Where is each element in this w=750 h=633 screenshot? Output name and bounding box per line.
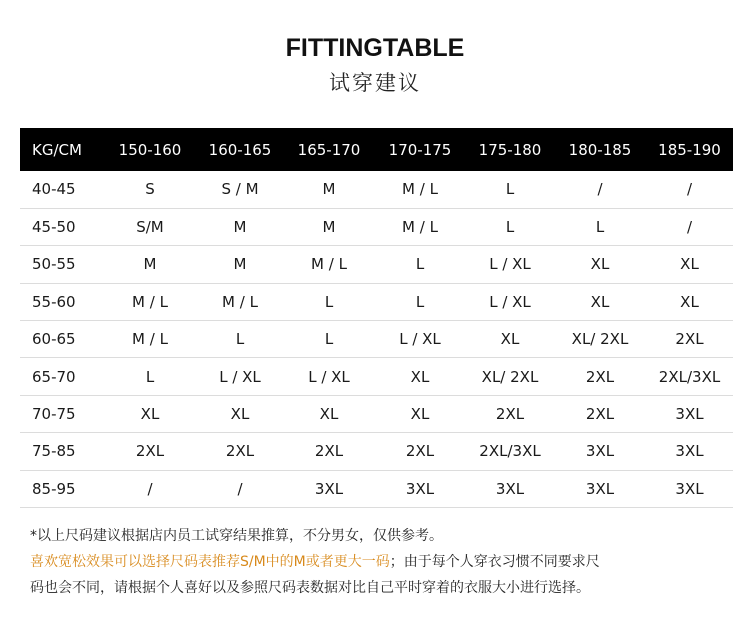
header-cell-height-range: 185-190	[658, 140, 721, 159]
weight-range-cell: 50-55	[32, 255, 76, 274]
weight-range-cell: 60-65	[32, 330, 76, 349]
size-cell: S/M	[136, 218, 164, 237]
size-cell: M / L	[132, 292, 168, 311]
size-cell: XL	[140, 405, 160, 424]
size-cell: 3XL	[675, 442, 704, 461]
note-highlight: 喜欢宽松效果可以选择尺码表推荐S/M中的M或者更大一码	[30, 554, 390, 570]
size-cell: XL/ 2XL	[571, 330, 629, 349]
header-cell-height-range: 150-160	[118, 140, 182, 159]
size-cell: XL	[230, 405, 250, 424]
size-cell: XL	[590, 292, 610, 311]
size-cell: M	[233, 218, 247, 237]
header-cell-height-range: 165-170	[297, 140, 361, 159]
size-cell: 2XL	[495, 405, 525, 424]
table-row	[20, 321, 733, 358]
table-row	[20, 208, 733, 245]
header-cell-height-range: 180-185	[568, 140, 632, 159]
table-row	[20, 358, 733, 395]
size-cell: /	[686, 180, 693, 199]
table-row	[20, 283, 733, 320]
size-cell: M / L	[402, 180, 438, 199]
size-cell: L	[145, 367, 155, 386]
size-cell: M / L	[311, 255, 347, 274]
size-cell: L / XL	[308, 367, 350, 386]
size-cell: L	[324, 292, 334, 311]
size-cell: /	[597, 180, 603, 199]
size-cell: 3XL	[495, 479, 525, 498]
size-cell: L / XL	[399, 330, 441, 349]
size-cell: S	[145, 180, 155, 199]
size-cell: XL	[680, 292, 699, 311]
size-cell: 2XL/3XL	[479, 442, 541, 461]
weight-range-cell: 75-85	[32, 442, 76, 461]
size-cell: M / L	[402, 218, 438, 237]
size-cell: L	[415, 255, 425, 274]
size-cell: XL	[410, 367, 430, 386]
size-cell: XL	[410, 405, 430, 424]
size-cell: M	[143, 255, 157, 274]
size-cell: L	[324, 330, 334, 349]
size-cell: M	[322, 218, 336, 237]
header-cell-weight-height: KG/CM	[32, 140, 82, 159]
header-cell-height-range: 160-165	[208, 140, 272, 159]
size-cell: 2XL	[585, 367, 615, 386]
size-cell: /	[147, 479, 153, 498]
size-cell: L	[595, 218, 605, 237]
size-cell: 3XL	[585, 442, 615, 461]
size-cell: 3XL	[675, 405, 704, 424]
size-cell: M / L	[222, 292, 258, 311]
size-cell: 2XL	[135, 442, 165, 461]
size-cell: /	[237, 479, 243, 498]
size-cell: 2XL	[405, 442, 435, 461]
header-cell-height-range: 175-180	[478, 140, 542, 159]
size-cell: 3XL	[675, 479, 704, 498]
weight-range-cell: 70-75	[32, 405, 76, 424]
weight-range-cell: 55-60	[32, 292, 76, 311]
table-row	[20, 433, 733, 470]
size-cell: 2XL	[225, 442, 255, 461]
size-cell: L	[505, 218, 515, 237]
note-line-2	[30, 549, 730, 575]
note-line-3: 码也会不同，请根据个人喜好以及参照尺码表数据对比自己平时穿着的衣服大小进行选择。	[30, 580, 590, 596]
size-cell: 3XL	[405, 479, 435, 498]
weight-range-cell: 65-70	[32, 367, 76, 386]
size-cell: /	[686, 218, 693, 237]
table-row	[20, 171, 733, 208]
fitting-notes	[30, 523, 730, 601]
note-line-2-rest: ；由于每个人穿衣习惯不同要求尺	[389, 554, 600, 570]
weight-range-cell: 45-50	[32, 218, 76, 237]
size-cell: L	[235, 330, 245, 349]
size-cell: XL	[319, 405, 339, 424]
size-cell: XL	[500, 330, 520, 349]
size-cell: 2XL	[314, 442, 344, 461]
table-row	[20, 246, 733, 283]
page-title: FITTINGTABLE	[285, 34, 465, 62]
size-cell: XL/ 2XL	[481, 367, 539, 386]
size-cell: 2XL	[675, 330, 704, 349]
size-cell: S / M	[221, 180, 259, 199]
size-cell: L / XL	[219, 367, 261, 386]
size-cell: 2XL/3XL	[658, 367, 721, 386]
weight-range-cell: 85-95	[32, 479, 76, 498]
size-cell: M	[322, 180, 336, 199]
size-cell: M	[233, 255, 247, 274]
size-cell: L	[505, 180, 515, 199]
size-cell: L / XL	[489, 292, 531, 311]
table-row	[20, 395, 733, 432]
size-cell: XL	[590, 255, 610, 274]
size-cell: M / L	[132, 330, 168, 349]
header-cell-height-range: 170-175	[388, 140, 452, 159]
table-header-row	[20, 128, 733, 171]
size-cell: 2XL	[585, 405, 615, 424]
size-cell: 3XL	[585, 479, 615, 498]
weight-range-cell: 40-45	[32, 180, 76, 199]
page-subtitle: 试穿建议	[329, 71, 421, 95]
size-cell: 3XL	[314, 479, 344, 498]
size-table	[20, 128, 733, 508]
table-row	[20, 470, 733, 507]
size-cell: L	[415, 292, 425, 311]
size-cell: XL	[680, 255, 699, 274]
note-line-1: *以上尺码建议根据店内员工试穿结果推算，不分男女，仅供参考。	[30, 528, 443, 544]
size-cell: L / XL	[489, 255, 531, 274]
